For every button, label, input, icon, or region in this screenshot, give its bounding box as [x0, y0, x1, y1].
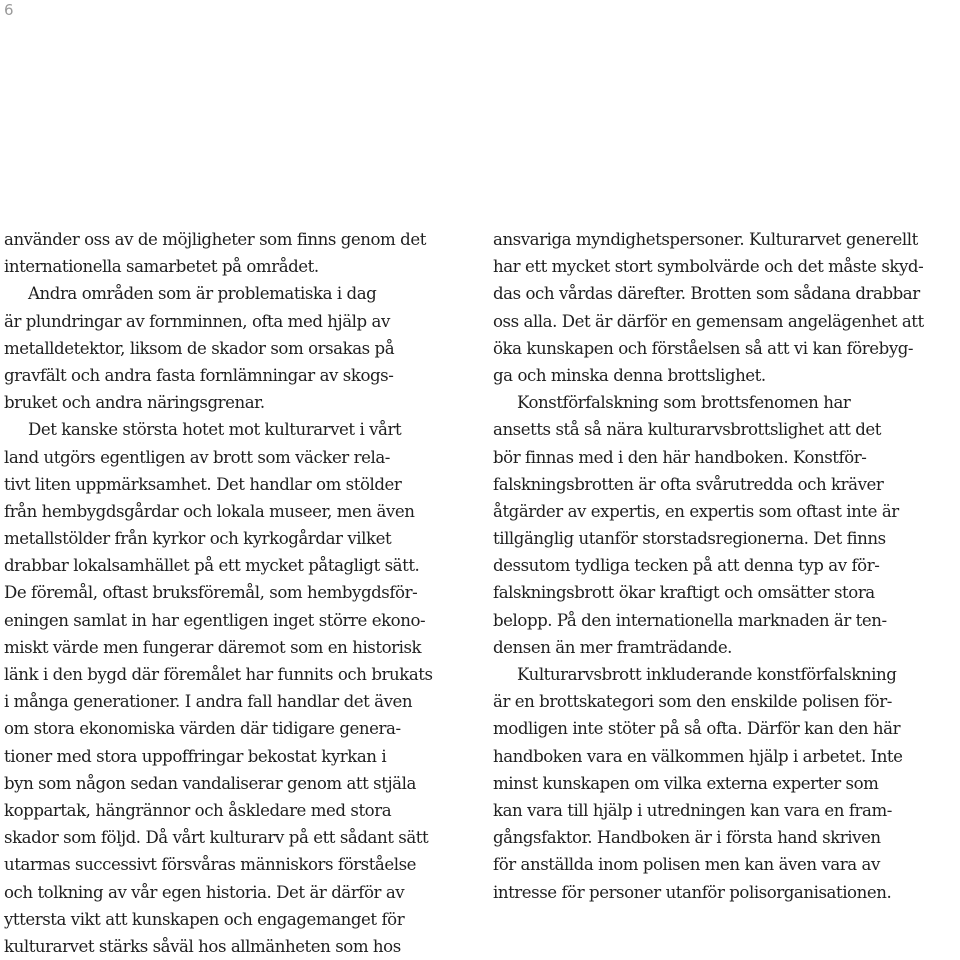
text-line: länk i den bygd där föremålet har funnits och brukats — [4, 665, 433, 684]
text-line: internationella samarbetet på området. — [4, 257, 319, 277]
text-line: Kulturarvsbrott inkluderande konstförfalskning — [517, 665, 897, 684]
text-line: intresse för personer utanför polisorganisationen. — [493, 882, 892, 902]
text-line: och tolkning av vår egen historia. Det är därför av — [4, 882, 405, 902]
text-line: modligen inte stöter på så ofta. Därför kan den här — [493, 719, 901, 739]
text-line: belopp. På den internationella marknaden är ten- — [493, 610, 887, 630]
page-number: 6 — [4, 1, 14, 19]
text-line: Konstförfalskning som brottsfenomen har — [517, 393, 851, 413]
text-line: ga och minska denna brottslighet. — [493, 365, 766, 385]
text-line: handboken vara en välkommen hjälp i arbetet. Inte — [493, 746, 903, 766]
text-line: åtgärder av expertis, en expertis som oftast inte är — [493, 501, 899, 521]
text-line: för anställda inom polisen men kan även vara av — [493, 855, 880, 875]
text-line: bruket och andra näringsgrenar. — [4, 393, 265, 413]
text-line: minst kunskapen om vilka externa experter som — [493, 773, 879, 793]
text-line: Det kanske största hotet mot kulturarvet i vårt — [28, 420, 402, 440]
text-line: das och vårdas därefter. Brotten som sådana drabbar — [493, 284, 920, 304]
text-line: Andra områden som är problematiska i dag — [28, 284, 377, 304]
text-line: drabbar lokalsamhället på ett mycket påtagligt sätt. — [4, 556, 420, 576]
text-line: oss alla. Det är därför en gemensam angelägenhet att — [493, 311, 924, 331]
text-line: De föremål, oftast bruksföremål, som hembygdsför- — [4, 583, 418, 603]
text-line: bör finnas med i den här handboken. Konstför- — [493, 447, 867, 467]
text-line: är en brottskategori som den enskilde polisen för- — [493, 692, 892, 712]
text-line: tioner med stora uppoffringar bekostat kyrkan i — [4, 746, 387, 766]
text-line: land utgörs egentligen av brott som väcker rela- — [4, 447, 390, 467]
text-line: dessutom tydliga tecken på att denna typ av för- — [493, 556, 880, 576]
text-line: är plundringar av fornminnen, ofta med hjälp av — [4, 311, 390, 331]
text-line: använder oss av de möjligheter som finns genom det — [4, 230, 426, 249]
text-line: från hembygdsgårdar och lokala museer, men även — [4, 501, 415, 521]
text-line: metallstölder från kyrkor och kyrkogårdar vilket — [4, 529, 392, 549]
text-line: har ett mycket stort symbolvärde och det måste skyd- — [493, 257, 924, 277]
text-line: ansetts stå så nära kulturarvsbrottslighet att det — [493, 420, 882, 440]
text-line: falskningsbrott ökar kraftigt och omsätter stora — [493, 583, 875, 603]
text-line: koppartak, hängrännor och åskledare med stora — [4, 800, 392, 820]
text-line: tillgänglig utanför storstadsregionerna. Det finns — [493, 529, 886, 549]
text-line: eningen samlat in har egentligen inget större ekono- — [4, 610, 426, 630]
text-line: densen än mer framträdande. — [493, 637, 733, 657]
text-line: kan vara till hjälp i utredningen kan vara en fram- — [493, 800, 892, 820]
right-text-column — [493, 226, 960, 906]
text-line: yttersta vikt att kunskapen och engagemanget för — [4, 909, 405, 929]
text-line: gångsfaktor. Handboken är i första hand skriven — [493, 828, 881, 848]
text-line: om stora ekonomiska värden där tidigare genera- — [4, 719, 401, 739]
text-line: öka kunskapen och förståelsen så att vi kan förebyg- — [493, 338, 914, 358]
text-line: utarmas successivt försvåras människors förståelse — [4, 855, 417, 875]
left-text-column — [4, 226, 474, 960]
text-line: skador som följd. Då vårt kulturarv på ett sådant sätt — [4, 828, 429, 848]
text-line: ansvariga myndighetspersoner. Kulturarvet generellt — [493, 230, 918, 249]
text-line: byn som någon sedan vandaliserar genom att stjäla — [4, 773, 416, 793]
text-line: i många generationer. I andra fall handlar det även — [4, 692, 413, 712]
text-line: kulturarvet stärks såväl hos allmänheten som hos — [4, 936, 401, 956]
text-line: falskningsbrotten är ofta svårutredda och kräver — [493, 474, 884, 494]
text-line: tivt liten uppmärksamhet. Det handlar om stölder — [4, 474, 402, 494]
text-line: metalldetektor, liksom de skador som orsakas på — [4, 338, 395, 358]
text-line: miskt värde men fungerar däremot som en historisk — [4, 637, 422, 657]
text-line: gravfält och andra fasta fornlämningar av skogs- — [4, 365, 394, 385]
